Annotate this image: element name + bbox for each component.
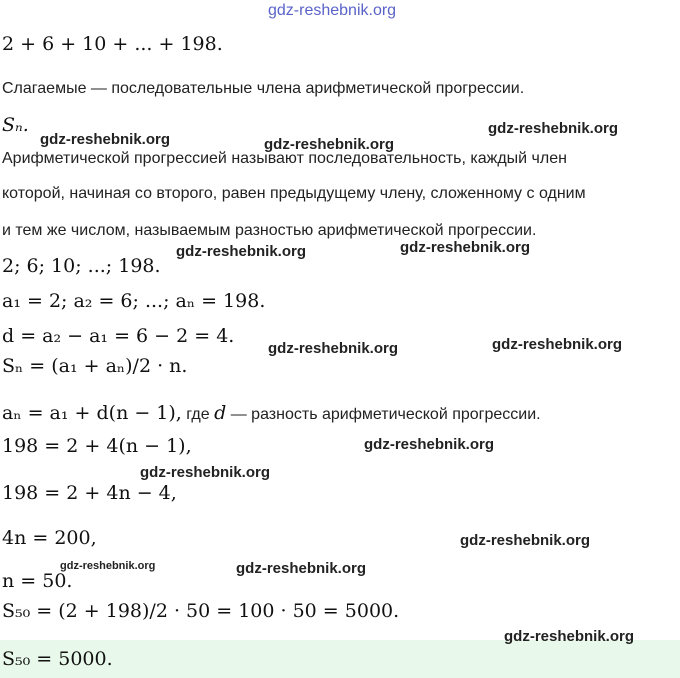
watermark: gdz-reshebnik.org <box>264 136 395 153</box>
watermark: gdz-reshebnik.org <box>176 243 307 260</box>
nth-term-line <box>2 402 541 424</box>
sum-expression: 2 + 6 + 10 + ... + 198. <box>2 33 223 55</box>
equation-4: n = 50. <box>2 570 73 592</box>
definition-line-1: Арифметической прогрессией называют последовательность, каждый член <box>2 150 567 167</box>
watermark: gdz-reshebnik.org <box>140 464 271 481</box>
watermark: gdz-reshebnik.org <box>236 560 367 577</box>
equation-3: 4n = 200, <box>2 527 97 549</box>
watermark: gdz-reshebnik.org <box>364 436 495 453</box>
nth-term-text-2: — разность арифметической прогрессии. <box>230 406 541 423</box>
watermark: gdz-reshebnik.org <box>400 239 531 256</box>
nth-term-formula: aₙ = a₁ + d(n − 1), <box>2 402 182 424</box>
sn-label: Sₙ. <box>2 114 29 136</box>
watermark-small: gdz-reshebnik.org <box>60 560 156 572</box>
d-variable: d <box>214 402 227 424</box>
definition-line-3: и тем же числом, называемым разностью арифметической прогрессии. <box>2 222 537 239</box>
s50-calculation: S₅₀ = (2 + 198)/2 · 50 = 100 · 50 = 5000. <box>2 600 400 622</box>
terms-line: a₁ = 2; a₂ = 6; ...; aₙ = 198. <box>2 290 266 312</box>
sequence: 2; 6; 10; ...; 198. <box>2 255 161 277</box>
difference-line: d = a₂ − a₁ = 6 − 2 = 4. <box>2 325 235 347</box>
sum-formula: Sₙ = (a₁ + aₙ)/2 · n. <box>2 355 188 377</box>
watermark: gdz-reshebnik.org <box>504 628 635 645</box>
nth-term-text: где <box>186 406 210 423</box>
equation-2: 198 = 2 + 4n − 4, <box>2 482 177 504</box>
intro-text: Слагаемые — последовательные члена арифметической прогрессии. <box>2 80 525 97</box>
watermark: gdz-reshebnik.org <box>40 131 171 148</box>
watermark: gdz-reshebnik.org <box>268 340 399 357</box>
watermark: gdz-reshebnik.org <box>492 336 623 353</box>
watermark: gdz-reshebnik.org <box>488 120 619 137</box>
equation-1: 198 = 2 + 4(n − 1), <box>2 435 192 457</box>
watermark-top: gdz-reshebnik.org <box>268 2 397 19</box>
watermark: gdz-reshebnik.org <box>460 532 591 549</box>
answer: S₅₀ = 5000. <box>2 648 113 670</box>
definition-line-2: которой, начиная со второго, равен предыдущему члену, сложенному с одним <box>2 185 586 202</box>
